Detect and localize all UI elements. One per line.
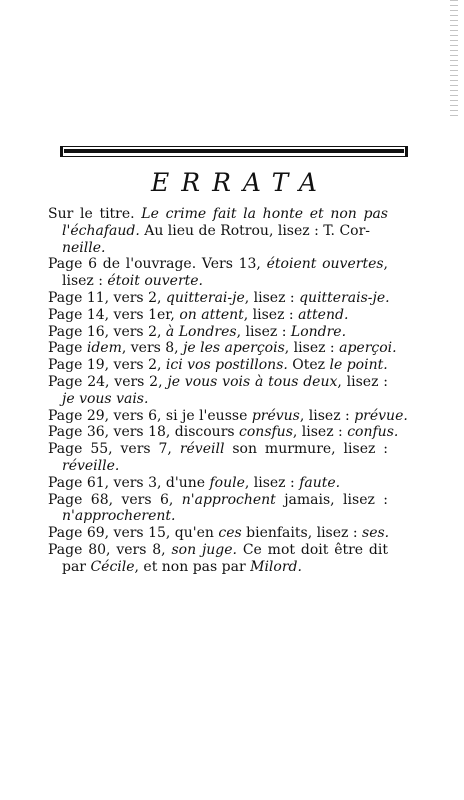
italic-text: je vous vais. <box>62 390 149 407</box>
roman-text: Page 19, vers 2, <box>48 357 166 374</box>
roman-text: Page 61, vers 3, d'une <box>48 474 210 491</box>
roman-text: Sur le titre. <box>48 206 142 222</box>
roman-text: , lisez : <box>284 340 340 357</box>
errata-line <box>48 340 397 357</box>
roman-text: , lisez : <box>236 323 291 340</box>
rule-line-thick <box>64 149 404 153</box>
errata-line <box>48 256 388 273</box>
italic-text: consfus <box>239 424 293 441</box>
errata-entry <box>48 492 388 526</box>
italic-text: foule <box>209 474 245 491</box>
italic-text: ces <box>218 525 242 542</box>
italic-text: étoient ouvertes <box>266 256 384 273</box>
italic-text: on attent <box>179 306 244 323</box>
errata-entry <box>48 290 388 307</box>
errata-line <box>48 492 388 509</box>
errata-line <box>48 508 388 525</box>
roman-text: , vers 8, <box>121 340 184 357</box>
errata-entry <box>48 374 388 408</box>
roman-text: Page 68, vers 6, <box>48 491 182 508</box>
errata-entry <box>48 525 388 542</box>
errata-line <box>48 441 388 458</box>
roman-text: , et non pas par <box>134 558 251 575</box>
roman-text: son murmure, lisez : <box>224 441 388 458</box>
errata-line <box>48 559 388 576</box>
errata-line <box>48 240 388 257</box>
italic-text: Cécile <box>90 558 135 575</box>
roman-text: , lisez : <box>243 306 299 323</box>
italic-text: son juge. <box>171 541 237 558</box>
roman-text: Page 29, vers 6, si je l'eusse <box>48 407 252 424</box>
italic-text: quitterais-je. <box>299 289 390 306</box>
italic-text: neille. <box>62 239 106 256</box>
italic-text: faute. <box>299 474 341 491</box>
roman-text: Au lieu de Rotrou, lisez : T. Cor- <box>139 222 371 239</box>
italic-text: à Londres <box>165 323 237 340</box>
errata-entry <box>48 324 388 341</box>
errata-entry <box>48 542 388 576</box>
errata-line <box>48 357 388 374</box>
roman-text: lisez : <box>62 273 108 290</box>
italic-text: ses. <box>362 525 390 542</box>
errata-entry <box>48 407 408 425</box>
rule-line-bottom <box>60 156 408 157</box>
italic-text: réveille. <box>62 457 120 474</box>
rule-cap-left <box>60 146 63 157</box>
italic-text: je vous vois à tous deux <box>167 373 338 390</box>
roman-text: , lisez : <box>244 289 300 306</box>
page-edge-mark <box>450 0 458 120</box>
italic-text: réveill <box>179 441 225 458</box>
italic-text: Milord. <box>250 558 302 575</box>
roman-text: Page 24, vers 2, <box>48 373 168 390</box>
roman-text: Page 11, vers 2, <box>48 289 166 306</box>
italic-text: Londre. <box>290 323 347 340</box>
roman-text: Otez <box>287 357 330 374</box>
roman-text: par <box>62 558 91 575</box>
roman-text: , lisez : <box>292 424 348 441</box>
roman-text: jamais, lisez : <box>275 491 388 508</box>
italic-text: prévue. <box>354 407 408 424</box>
errata-line <box>48 424 399 441</box>
roman-text: bienfaits, lisez : <box>241 525 363 542</box>
errata-line <box>48 290 388 307</box>
roman-text: Page 55, vers 7, <box>48 441 180 458</box>
rule-cap-right <box>405 146 408 157</box>
italic-text: attend. <box>298 306 349 323</box>
italic-text: je les aperçois <box>183 340 285 357</box>
errata-entry <box>48 256 388 290</box>
roman-text: , lisez : <box>299 407 355 424</box>
errata-line <box>48 407 408 425</box>
italic-text: prévus <box>251 407 300 424</box>
rule-line-top <box>60 146 408 147</box>
errata-entry <box>48 206 388 256</box>
roman-text: Page 69, vers 15, qu'en <box>48 525 219 542</box>
errata-line <box>48 475 388 492</box>
italic-text: l'échafaud. <box>62 222 140 239</box>
errata-line <box>48 206 388 223</box>
roman-text: Ce mot doit être dit <box>237 541 388 558</box>
ornamental-rule <box>60 146 408 157</box>
roman-text: , lisez : <box>244 474 300 491</box>
errata-entry <box>48 340 397 357</box>
italic-text: n'approchent <box>181 491 276 508</box>
errata-line <box>48 273 388 290</box>
errata-entry <box>48 424 399 441</box>
errata-entry <box>48 357 388 374</box>
errata-entry <box>48 307 388 324</box>
errata-line <box>48 374 388 391</box>
italic-text: aperçoi. <box>339 340 397 357</box>
errata-entry <box>48 441 388 475</box>
errata-line <box>48 223 388 240</box>
roman-text: , <box>383 256 388 273</box>
errata-entry <box>48 475 388 492</box>
italic-text: confus. <box>347 424 399 441</box>
errata-line <box>48 525 388 542</box>
errata-line <box>48 324 388 341</box>
roman-text: , lisez : <box>337 373 388 390</box>
italic-text: Le crime fait la honte et non pas <box>141 206 388 222</box>
errata-line <box>48 307 388 324</box>
roman-text: Page 16, vers 2, <box>48 323 166 340</box>
errata-list <box>48 206 408 576</box>
roman-text: Page 80, vers 8, <box>48 541 172 558</box>
errata-line <box>48 542 388 559</box>
errata-line <box>48 458 388 475</box>
italic-text: le point. <box>329 357 388 374</box>
errata-line <box>48 391 388 408</box>
italic-text: n'approcherent. <box>62 508 176 525</box>
roman-text: Page 6 de l'ouvrage. Vers 13, <box>48 256 267 273</box>
roman-text: Page 14, vers 1er, <box>48 306 180 323</box>
italic-text: idem <box>86 340 122 357</box>
italic-text: étoit ouverte. <box>107 273 204 290</box>
page-title: ERRATA <box>151 168 329 197</box>
roman-text: Page <box>48 340 87 357</box>
italic-text: quitterai-je <box>165 289 245 306</box>
roman-text: Page 36, vers 18, discours <box>48 424 240 441</box>
italic-text: ici vos postillons. <box>165 357 288 374</box>
